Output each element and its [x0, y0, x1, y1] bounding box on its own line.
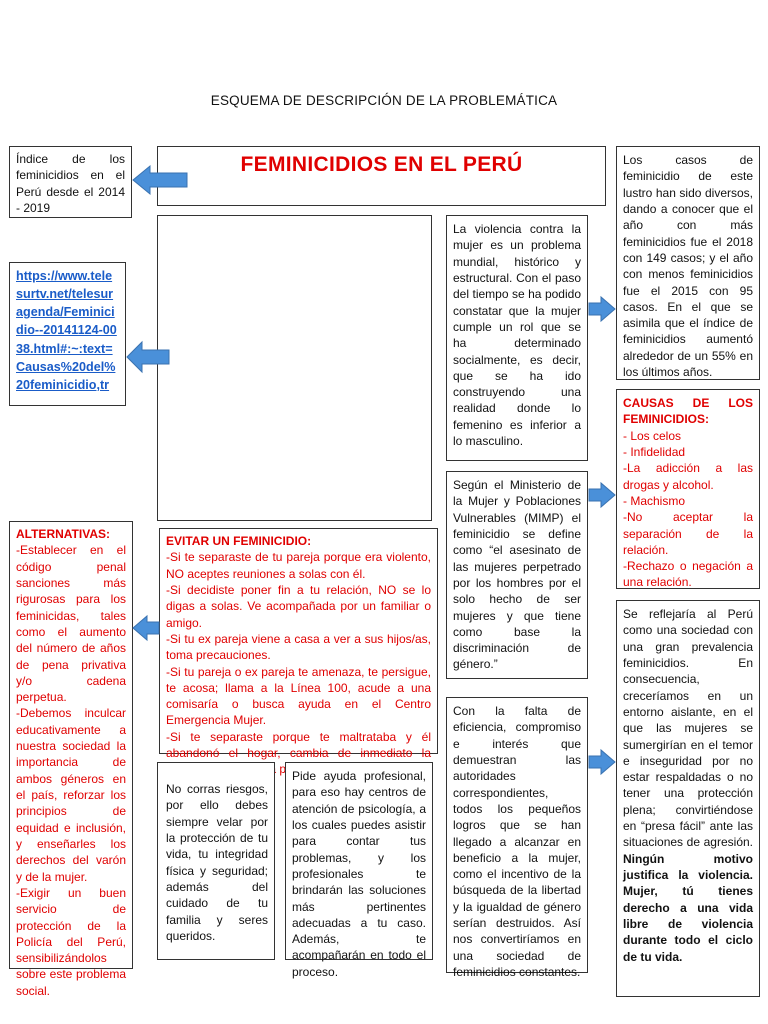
- violence-box: [446, 215, 588, 461]
- avoid-item: -Si te separaste porque te maltrataba y él abandonó el hogar, cambia de inmediato la: [166, 729, 431, 761]
- reflect-text: Se reflejaría al Perú como una sociedad con una gran prevalencia feminicidios. En consecuencia, creceríamos en un entorno aislante, en el que las mujeres se sumergirían en el temor e inseguridad por no estar respaldadas o no tener una protección plena; convirtiéndose en “presa fácil” ante las situaciones de agresión.: [623, 607, 753, 850]
- alternative-item: -Establecer en el código penal sanciones más rigurosas para los feminicidas, tales como el aumento del número de años de pena privativa y/o cadena perpetua.: [16, 543, 126, 705]
- alternatives-heading: ALTERNATIVAS:: [16, 527, 110, 541]
- image-placeholder: [157, 215, 432, 521]
- index-box: [9, 146, 132, 218]
- cause-item: - Los celos: [623, 428, 682, 443]
- alternative-item: -Exigir un buen servicio de protección de la Policía del Perú, sensibilizándolos sobre este problema social.: [16, 885, 126, 998]
- causes-box: [616, 389, 760, 589]
- cause-item: -La adicción a las drogas y alcohol.: [623, 461, 753, 492]
- risk-box: [157, 762, 275, 960]
- help-text: Pide ayuda profesional, para eso hay centros de atención de psicología, a los cuales puedes asistir para contar tus problemas, y los profesionales te brindarán las soluciones más pertinentes adecuadas a tu caso. Además, te acompañarán en todo el proceso.: [292, 769, 426, 979]
- causes-heading: CAUSAS DE LOS FEMINICIDIOS:: [623, 396, 753, 427]
- index-box-text: Índice de los feminicidios en el Perú desde el 2014 - 2019: [16, 152, 125, 215]
- violence-text: La violencia contra la mujer es un problema mundial, histórico y estructural. Con el paso del tiempo se ha podido constatar que la mujer cumple un rol que se ha determinado socialmente, es decir, que se ha ido construyendo una realidad donde lo femenino es inferior a lo masculino.: [453, 222, 581, 449]
- source-link[interactable]: https://www.telesurtv.net/telesuragenda/Feminicidio--20141124-0038.html#:~:text=Causas%20del%20feminicidio,tr: [16, 269, 117, 392]
- arrow-right-icon: [589, 297, 615, 321]
- link-box: [9, 262, 126, 406]
- arrow-left-icon: [133, 616, 159, 640]
- ministry-text: Según el Ministerio de la Mujer y Poblaciones Vulnerables (MIMP) el feminicidio se define como “el asesinato de las mujeres perpetrado por los hombres por el solo hecho de ser mujeres y que tiene como base la discriminación de género.”: [453, 478, 581, 672]
- cases-text: Los casos de feminicidio de este lustro han sido diversos, dando a conocer que el año con más feminicidios fue el 2018 con 149 casos; y el año con menos feminicidios fue el 2015 con 95 casos. En el que se asimila que el índice de feminicidios aumentó alrededor de un 55% en los últimos años.: [623, 153, 753, 380]
- main-title-box: [157, 146, 606, 206]
- ministry-box: [446, 471, 588, 679]
- avoid-item: -Si decidiste poner fin a tu relación, NO se lo digas a solas. Ve acompañada por un familiar o amigo.: [166, 582, 431, 630]
- cause-item: - Infidelidad: [623, 444, 686, 459]
- avoid-box: [159, 528, 438, 761]
- risk-text: No corras riesgos, por ello debes siempre velar por la protección de tu vida, tu integridad física y seguridad; además del cuidado de tu familia y seres queridos.: [166, 782, 268, 943]
- cause-item: -No aceptar la separación de la relación.: [623, 510, 753, 557]
- reflect-box: [616, 600, 760, 997]
- avoid-heading: EVITAR UN FEMINICIDIO:: [166, 534, 312, 548]
- alternatives-box: [9, 521, 133, 998]
- page-title: ESQUEMA DE DESCRIPCIÓN DE LA PROBLEMÁTICA: [210, 93, 558, 108]
- main-title: FEMINICIDIOS EN EL PERÚ: [240, 153, 523, 176]
- arrow-left-icon: [133, 166, 187, 194]
- reflect-bold-text: Ningún motivo justifica la violencia. Mujer, tú tienes derecho a una vida libre de violencia durante todo el ciclo de tu vida.: [623, 851, 753, 964]
- efficiency-text: Con la falta de eficiencia, compromiso e interés que demuestran las autoridades correspondientes, todos los pequeños logros que se han llegado a alcanzar en beneficio a la mujer, como el incentivo de la búsqueda de la libertad y la igualdad de género serían destruidos. Así nos convertiríamos en una sociedad de feminicidios constantes.: [453, 704, 581, 979]
- cause-item: - Machismo: [623, 493, 686, 508]
- avoid-item: -Si tu pareja o ex pareja te amenaza, te persigue, te acosa; llama a la Línea 100, acude a una comisaría o busca ayuda en el Centro Emergencia Mujer.: [166, 664, 431, 728]
- cases-box: [616, 146, 760, 380]
- arrow-right-icon: [589, 750, 615, 774]
- arrow-left-icon: [127, 342, 169, 372]
- help-box: [285, 762, 433, 979]
- avoid-item: -Si te separaste de tu pareja porque era violento, NO aceptes reuniones a solas con él.: [166, 550, 431, 581]
- alternative-item: -Debemos inculcar educativamente a nuestra sociedad la importancia de ambos géneros en el país, reforzar los principios de equidad e inclusión, y enseñarles los derechos del varón y de la mujer.: [16, 706, 126, 884]
- cause-item: -Rechazo o negación a una relación.: [623, 559, 753, 590]
- arrow-right-icon: [589, 483, 615, 507]
- efficiency-box: [446, 697, 588, 979]
- avoid-item: -Si tu ex pareja viene a casa a ver a sus hijos/as, toma precauciones.: [166, 631, 431, 663]
